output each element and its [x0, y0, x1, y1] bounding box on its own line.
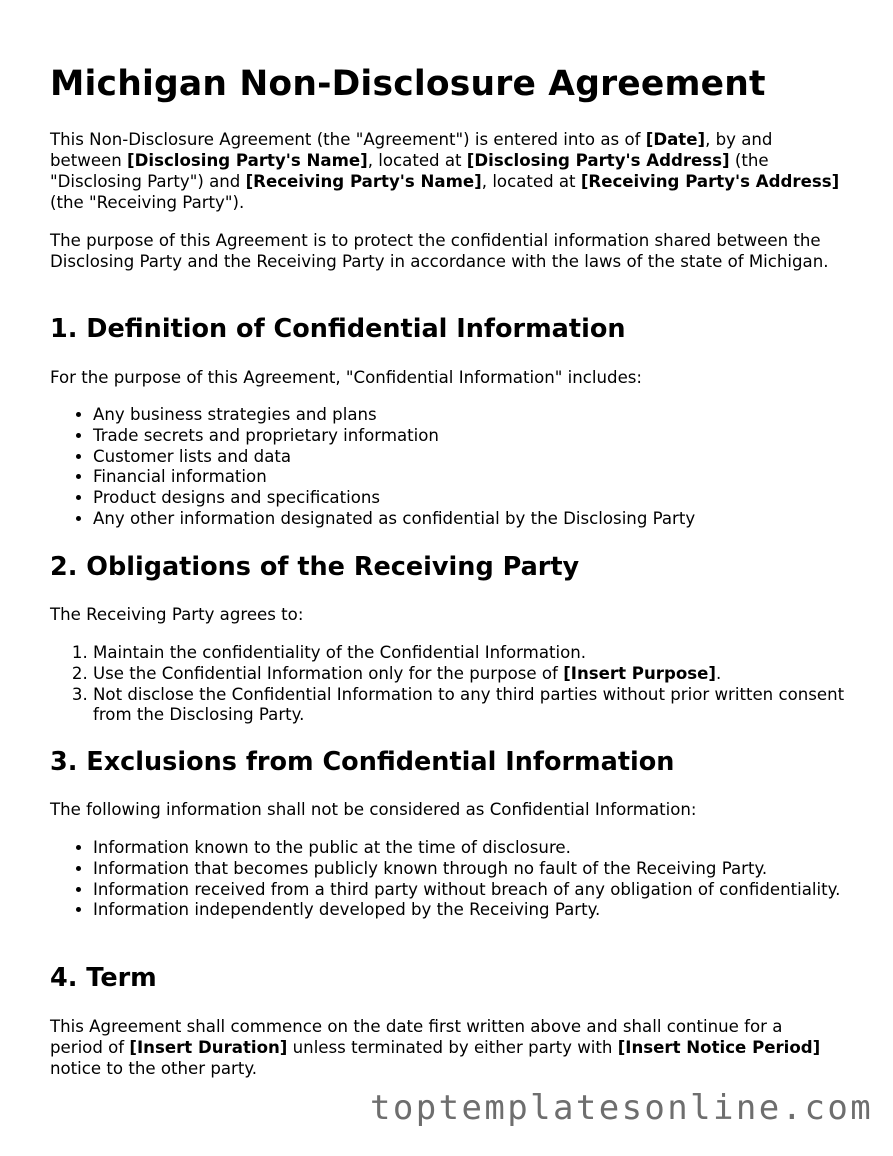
- list-item: • Information that becomes publicly known through no fault of the Receiving Party.: [93, 859, 853, 880]
- confidential-info-list: [50, 405, 853, 530]
- intro-text: , located at: [367, 151, 467, 170]
- list-item: • Information received from a third party without breach of any obligation of confidentiality.: [93, 880, 853, 901]
- intro-text: (the "Receiving Party").: [50, 193, 245, 212]
- section-2-heading: 2. Obligations of the Receiving Party: [50, 552, 580, 582]
- term-text: unless terminated by either party with: [287, 1038, 618, 1057]
- intro-text: , by and between: [50, 130, 773, 170]
- notice-period-placeholder: [Insert Notice Period]: [617, 1038, 821, 1057]
- intro-text: This Non-Disclosure Agreement (the "Agreement") is entered into as of: [50, 130, 646, 149]
- list-item: • Any other information designated as confidential by the Disclosing Party: [93, 509, 853, 530]
- intro-text: , located at: [481, 172, 581, 191]
- section-3-lead: The following information shall not be considered as Confidential Information:: [50, 800, 697, 819]
- watermark-text: toptemplatesonline.com: [370, 1088, 874, 1128]
- receiving-address-placeholder: [Receiving Party's Address]: [580, 172, 840, 191]
- disclosing-address-placeholder: [Disclosing Party's Address]: [466, 151, 730, 170]
- intro-paragraph: [50, 129, 840, 213]
- duration-placeholder: [Insert Duration]: [129, 1038, 288, 1057]
- section-1-heading: 1. Definition of Confidential Information: [50, 314, 626, 344]
- list-item: • Any business strategies and plans: [93, 405, 853, 426]
- list-item: • Customer lists and data: [93, 447, 853, 468]
- exclusions-list: [50, 838, 853, 921]
- list-item: • Financial information: [93, 467, 853, 488]
- purpose-paragraph: The purpose of this Agreement is to protect the confidential information shared between the Disclosing Party and the Receiving Party in accordance with the laws of the state of Michigan.: [50, 231, 829, 271]
- list-item: • Trade secrets and proprietary information: [93, 426, 853, 447]
- section-2-lead: The Receiving Party agrees to:: [50, 605, 304, 624]
- list-item: • Information independently developed by the Receiving Party.: [93, 900, 853, 921]
- receiving-name-placeholder: [Receiving Party's Name]: [245, 172, 482, 191]
- list-item: 1. Maintain the confidentiality of the Confidential Information.: [93, 643, 853, 664]
- term-text: notice to the other party.: [50, 1059, 258, 1078]
- date-placeholder: [Date]: [645, 130, 706, 149]
- section-4-heading: 4. Term: [50, 963, 157, 993]
- purpose-placeholder: [Insert Purpose]: [563, 663, 716, 683]
- obligations-list: [50, 643, 853, 726]
- page-title: Michigan Non-Disclosure Agreement: [50, 64, 766, 104]
- section-3-heading: 3. Exclusions from Confidential Information: [50, 747, 675, 777]
- term-paragraph: [50, 1016, 840, 1079]
- list-item: • Product designs and specifications: [93, 488, 853, 509]
- section-1-lead: For the purpose of this Agreement, "Confidential Information" includes:: [50, 368, 643, 387]
- disclosing-name-placeholder: [Disclosing Party's Name]: [127, 151, 368, 170]
- list-item: • Information known to the public at the time of disclosure.: [93, 838, 853, 859]
- item-text: .: [715, 663, 722, 683]
- item-text: Use the Confidential Information only for the purpose of: [93, 663, 564, 683]
- list-item: [93, 664, 853, 685]
- term-text: This Agreement shall commence on the date first written above and shall continue for a period of: [50, 1017, 783, 1057]
- intro-text: (the "Disclosing Party") and: [50, 151, 769, 191]
- list-item: 3. Not disclose the Confidential Information to any third parties without prior written consent from the Disclosing Party.: [93, 685, 853, 727]
